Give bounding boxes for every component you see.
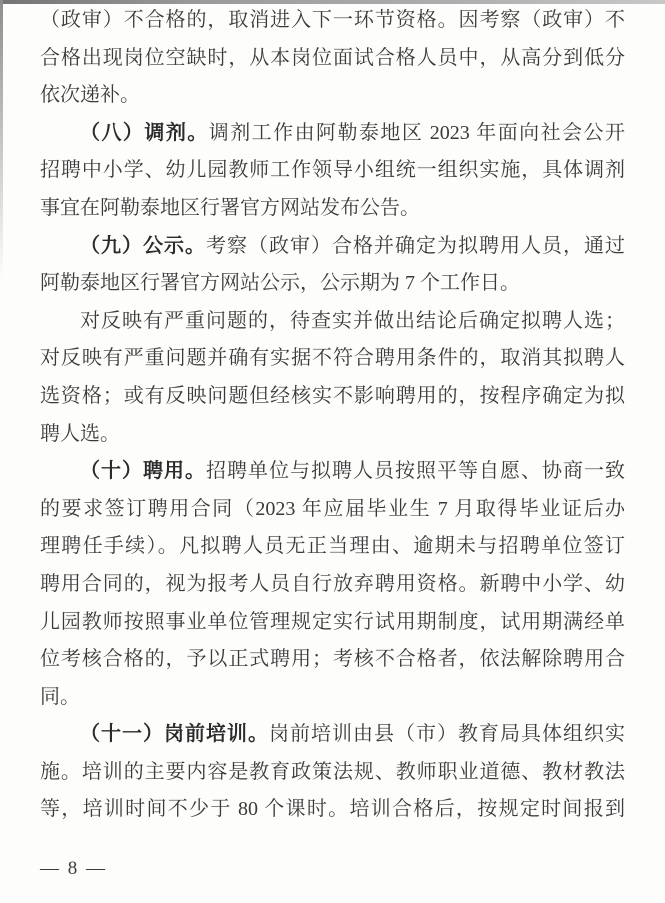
text-run: 考察（政审）合格并确定为拟聘用人员，通过 xyxy=(206,234,625,257)
page-footer xyxy=(40,858,107,880)
text-run: 位考核合格的，予以正式聘用；考核不合格者，依法解除聘用合 xyxy=(40,648,625,671)
text-line xyxy=(40,77,625,115)
text-run: 合格出现岗位空缺时，从本岗位面试合格人员中，从高分到低分 xyxy=(40,46,625,69)
paragraph-section-8-tiaoji xyxy=(40,115,625,228)
text-line xyxy=(40,566,625,604)
text-run: 聘用合同的，视为报考人员自行放弃聘用资格。新聘中小学、幼 xyxy=(40,572,625,595)
text-run: 理聘任手续）。凡拟聘人员无正当理由、逾期未与招聘单位签订 xyxy=(40,535,625,558)
text-run: 对反映有严重问题并确有实据不符合聘用条件的，取消其拟聘人 xyxy=(40,347,625,370)
text-line xyxy=(40,303,625,341)
text-line xyxy=(40,491,625,529)
text-line xyxy=(40,378,625,416)
text-line xyxy=(40,416,625,454)
section-heading: （九）公示。 xyxy=(80,234,206,257)
section-heading: （十一）岗前培训。 xyxy=(80,723,269,746)
text-line xyxy=(40,115,625,153)
text-run: 同。 xyxy=(40,685,80,708)
paragraph-section-9-gongshi xyxy=(40,228,625,303)
paragraph-publicity-issues xyxy=(40,303,625,453)
text-run: 调剂工作由阿勒泰地区 2023 年面向社会公开 xyxy=(208,121,625,144)
section-heading: （十）聘用。 xyxy=(80,460,206,483)
text-line xyxy=(40,2,625,40)
text-run: 儿园教师按照事业单位管理规定实行试用期制度，试用期满经单 xyxy=(40,610,625,633)
text-line xyxy=(40,453,625,491)
text-run: 岗前培训由县（市）教育局具体组织实 xyxy=(269,723,625,746)
text-run: 招聘单位与拟聘人员按照平等自愿、协商一致 xyxy=(206,460,625,483)
text-line xyxy=(40,228,625,266)
text-line xyxy=(40,265,625,303)
text-run: 施。培训的主要内容是教育政策法规、教师职业道德、教材教法 xyxy=(40,760,625,783)
text-run: 聘人选。 xyxy=(40,422,120,445)
text-line xyxy=(40,791,625,829)
text-line xyxy=(40,340,625,378)
text-line xyxy=(40,716,625,754)
section-heading: （八）调剂。 xyxy=(80,121,209,144)
text-run: 等，培训时间不少于 80 个课时。培训合格后，按规定时间报到 xyxy=(40,798,625,821)
text-run: （政审）不合格的，取消进入下一环节资格。因考察（政审）不 xyxy=(40,9,625,31)
text-run: 依次递补。 xyxy=(40,84,140,107)
paragraph-section-11-gangqianpeixun xyxy=(40,716,625,829)
text-run: 招聘中小学、幼儿园教师工作领导小组统一组织实施，具体调剂 xyxy=(40,159,625,182)
text-run: 对反映有严重问题的，待查实并做出结论后确定拟聘人选； xyxy=(80,309,625,332)
text-line xyxy=(40,152,625,190)
text-run: 的要求签订聘用合同（2023 年应届毕业生 7 月取得毕业证后办 xyxy=(40,497,625,520)
text-line xyxy=(40,40,625,78)
page-number: — 8 — xyxy=(40,858,107,879)
text-line xyxy=(40,754,625,792)
text-run: 选资格；或有反映问题但经核实不影响聘用的，按程序确定为拟 xyxy=(40,384,625,407)
text-line xyxy=(40,604,625,642)
paragraph-section-10-pinyong xyxy=(40,453,625,716)
text-line xyxy=(40,528,625,566)
text-line xyxy=(40,190,625,228)
text-run: 事宜在阿勒泰地区行署官方网站发布公告。 xyxy=(40,196,420,219)
scan-edge-left xyxy=(0,0,3,280)
text-line xyxy=(40,641,625,679)
document-body xyxy=(40,2,625,829)
text-line xyxy=(40,679,625,717)
paragraph-carryover xyxy=(40,2,625,115)
text-run: 阿勒泰地区行署官方网站公示，公示期为 7 个工作日。 xyxy=(40,272,520,295)
